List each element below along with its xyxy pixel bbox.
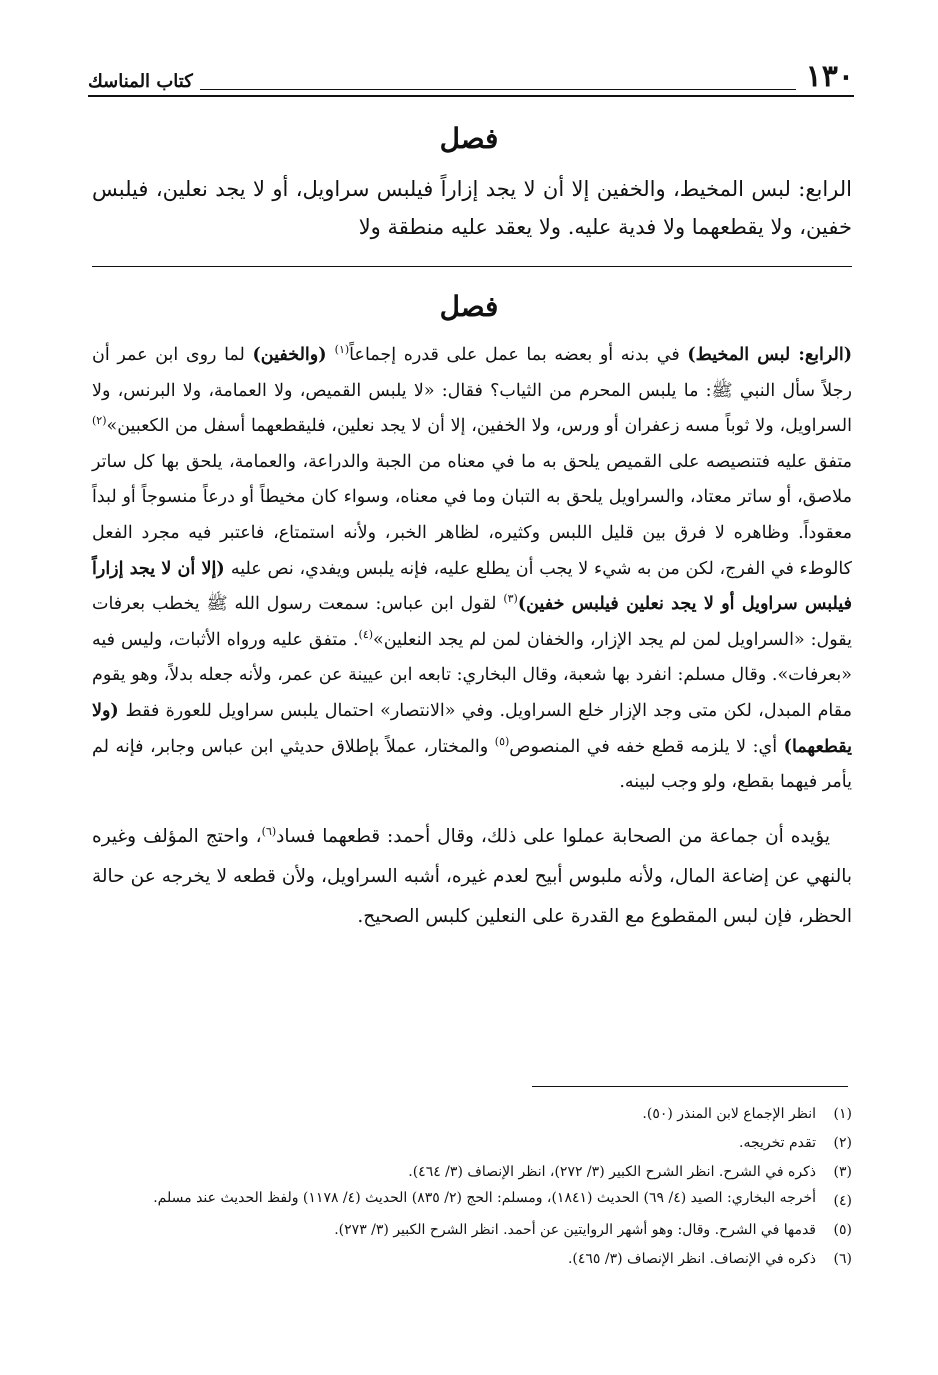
footnote-item <box>82 1245 852 1274</box>
footnote-number: (٤) <box>833 1193 852 1209</box>
commentary-text: أي: لا يلزمه قطع خفه في المنصوص <box>509 736 784 757</box>
footnote-text: ذكره في الإنصاف. انظر الإنصاف (٣/ ٤٦٥). <box>567 1251 816 1267</box>
footnote-ref[interactable]: (٣) <box>503 592 518 606</box>
bold-matn-quote: (والخفين) <box>252 345 335 365</box>
commentary-text: يؤيده أن جماعة من الصحابة عملوا على ذلك، وقال أحمد: قطعهما فساد <box>276 825 830 847</box>
footnote-ref[interactable]: (٥) <box>494 734 510 748</box>
bold-matn-quote: (ولا يقطعهما) <box>92 700 852 757</box>
commentary-paragraph-2 <box>92 817 852 937</box>
commentary-text: متفق عليه فتنصيصه على القميص يلحق به ما في معناه من الجبة والدراعة، والعمامة، يلحق بها كل ساتر ملاصق، أو ساتر معتاد، والسراويل يلحق به التبان وما في معناه، وسواء كان مخيطاً أو درعاً منسوجاً أو لبداً معقوداً. وظاهره لا فرق بين قليل اللبس وكثيره، لظاهر الخبر، ولأنه استمتاع، فاعتبر فيه مجرد الفعل كالوطء في الفرج، لكن من به شيء لا يجب أن يطلع عليه، فإنه يلبس ويفدي، نص عليه <box>92 451 852 579</box>
footnote-text: ذكره في الشرح. انظر الشرح الكبير (٣/ ٢٧٢)، انظر الإنصاف (٣/ ٤٦٤). <box>408 1164 816 1180</box>
footnote-text: تقدم تخريجه. <box>739 1135 816 1151</box>
matn-separator <box>92 266 852 267</box>
footnote-number: (٥) <box>833 1222 852 1238</box>
footnote-text: قدمها في الشرح. وقال: وهو أشهر الروايتين عن أحمد. انظر الشرح الكبير (٣/ ٢٧٣). <box>334 1222 816 1238</box>
footnotes <box>82 1100 852 1274</box>
footnote-item <box>82 1187 852 1216</box>
commentary-text: ، واحتج المؤلف وغيره بالنهي عن إضاعة المال، ولأنه ملبوس أبيح لعدم غيره، أشبه السراويل، ولأن قطعه لا يخرجه عن حالة الحظر، فإن لبس المقطوع مع القدرة على النعلين كلبس الصحيح. <box>92 825 852 927</box>
footnote-text: أخرجه البخاري: الصيد (٤/ ٦٩) الحديث (١٨٤١)، ومسلم: الحج (٢/ ٨٣٥) الحديث (٤/ ١١٧٨) ولفظ الحديث عند مسلم. <box>153 1190 816 1206</box>
footnote-item <box>82 1129 852 1158</box>
matn-heading: فصل <box>439 122 499 155</box>
running-header <box>88 54 854 94</box>
commentary-text: لما روى ابن عمر أن رجلاً سأل النبي ﷺ: ما يلبس المحرم من الثياب؟ فقال: «لا يلبس القميص، ولا العمامة، ولا البرنس، ولا السراويل، ولا ثوباً مسه زعفران أو ورس، ولا الخفين، إلا أن لا يجد نعلين، فليقطعهما أسفل من الكعبين» <box>92 345 852 437</box>
page-number: ١٣٠ <box>805 59 854 94</box>
commentary-paragraph-1 <box>92 338 852 801</box>
header-line <box>200 89 796 90</box>
footnote-ref[interactable]: (٦) <box>261 824 277 838</box>
footnote-ref[interactable]: (١) <box>334 343 350 357</box>
footnote-ref[interactable]: (٤) <box>358 627 374 641</box>
footnote-number: (١) <box>833 1106 852 1122</box>
matn-text: الرابع: لبس المخيط، والخفين إلا أن لا يجد إزاراً فيلبس سراويل، أو لا يجد نعلين، فيلبس خفين، ولا يقطعهما ولا فدية عليه. ولا يعقد عليه منطقة ولا <box>92 177 852 239</box>
commentary-text: لقول ابن عباس: سمعت رسول الله ﷺ يخطب بعرفات يقول: «السراويل لمن لم يجد الإزار، والخفان لمن لم يجد النعلين» <box>92 594 852 650</box>
footnote-number: (٢) <box>833 1135 852 1151</box>
header-rule <box>88 95 854 97</box>
sharh-heading: فصل <box>439 290 499 323</box>
footnote-number: (٦) <box>833 1251 852 1267</box>
commentary-text: . متفق عليه ورواه الأثبات، وليس فيه «بعرفات». وقال مسلم: انفرد بها شعبة، وقال البخاري: تابعه ابن عيينة عن عمر، ولأنه جعله بدلاً، وهو يقوم مقام المبدل، لكن متى وجد الإزار خلع السراويل. وفي «الانتصار» احتمال يلبس سراويل للعورة فقط <box>92 629 852 721</box>
commentary-text: والمختار، عملاً بإطلاق حديثي ابن عباس وجابر، فإنه لم يأمر فيهما بقطع، ولو وجب لبينه. <box>92 736 852 793</box>
footnote-number: (٣) <box>833 1164 852 1180</box>
book-section-title: كتاب المناسك <box>88 71 193 92</box>
commentary-body <box>92 338 852 937</box>
footnote-item <box>82 1158 852 1187</box>
commentary-text: في بدنه أو بعضه بما عمل على قدره إجماعاً <box>349 345 688 365</box>
footnote-ref[interactable]: (٢) <box>92 414 107 428</box>
bold-matn-quote: (الرابع: لبس المخيط) <box>687 345 852 365</box>
footnote-item <box>82 1216 852 1245</box>
footnote-separator <box>532 1086 848 1087</box>
bold-matn-quote: (إلا أن لا يجد إزاراً فيلبس سراويل أو لا يجد نعلين فيلبس خفين) <box>92 558 852 615</box>
footnote-text: انظر الإجماع لابن المنذر (٥٠). <box>642 1106 816 1122</box>
footnote-item <box>82 1100 852 1129</box>
